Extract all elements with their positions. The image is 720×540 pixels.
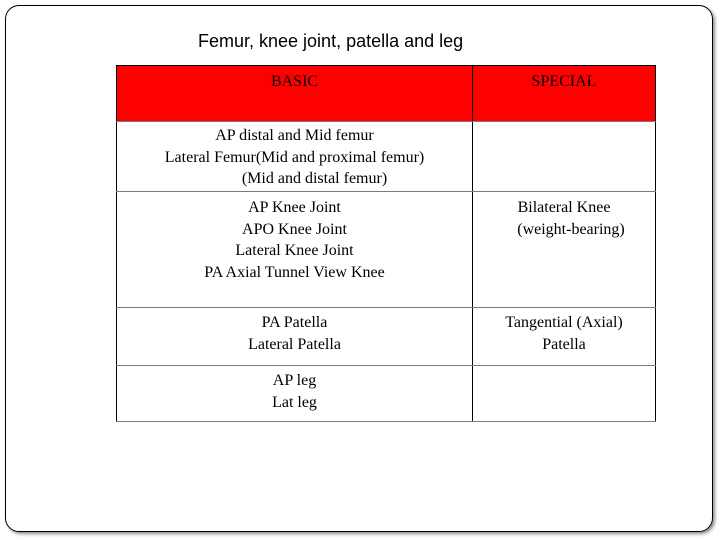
procedure-line: Lateral Patella <box>248 335 341 353</box>
procedure-line: PA Axial Tunnel View Knee <box>204 263 385 281</box>
procedure-line: (weight-bearing) <box>517 220 625 238</box>
procedure-line: Patella <box>542 335 586 353</box>
procedure-line: Tangential (Axial) <box>505 314 623 331</box>
header-basic: BASIC <box>117 66 473 122</box>
basic-cell-knee <box>117 192 473 308</box>
table-row-leg <box>117 366 656 422</box>
special-cell-knee <box>473 192 656 308</box>
table-row-knee <box>117 192 656 308</box>
procedure-line: Lat leg <box>272 393 317 411</box>
procedure-line: Bilateral Knee <box>517 199 611 216</box>
procedure-line: AP leg <box>272 372 317 389</box>
procedure-line: Lateral Knee Joint <box>235 242 354 259</box>
basic-cell-femur <box>117 122 473 192</box>
procedure-line: PA Patella <box>261 314 328 331</box>
procedure-line: AP distal and Mid femur <box>215 127 374 144</box>
header-special: SPECIAL <box>473 66 656 122</box>
procedure-line: (Mid and distal femur) <box>241 170 388 187</box>
procedure-line: Lateral Femur(Mid and proximal femur) <box>164 148 425 166</box>
basic-cell-leg <box>117 366 473 422</box>
procedures-table <box>116 65 656 422</box>
special-cell-femur <box>473 122 656 192</box>
procedure-line: APO Knee Joint <box>242 220 347 238</box>
table-header-row <box>117 66 656 122</box>
table-row-patella <box>117 308 656 366</box>
table-row-femur <box>117 122 656 192</box>
special-cell-leg <box>473 366 656 422</box>
slide-title: Femur, knee joint, patella and leg <box>198 31 464 51</box>
procedure-line: AP Knee Joint <box>248 199 341 216</box>
basic-cell-patella <box>117 308 473 366</box>
special-cell-patella <box>473 308 656 366</box>
